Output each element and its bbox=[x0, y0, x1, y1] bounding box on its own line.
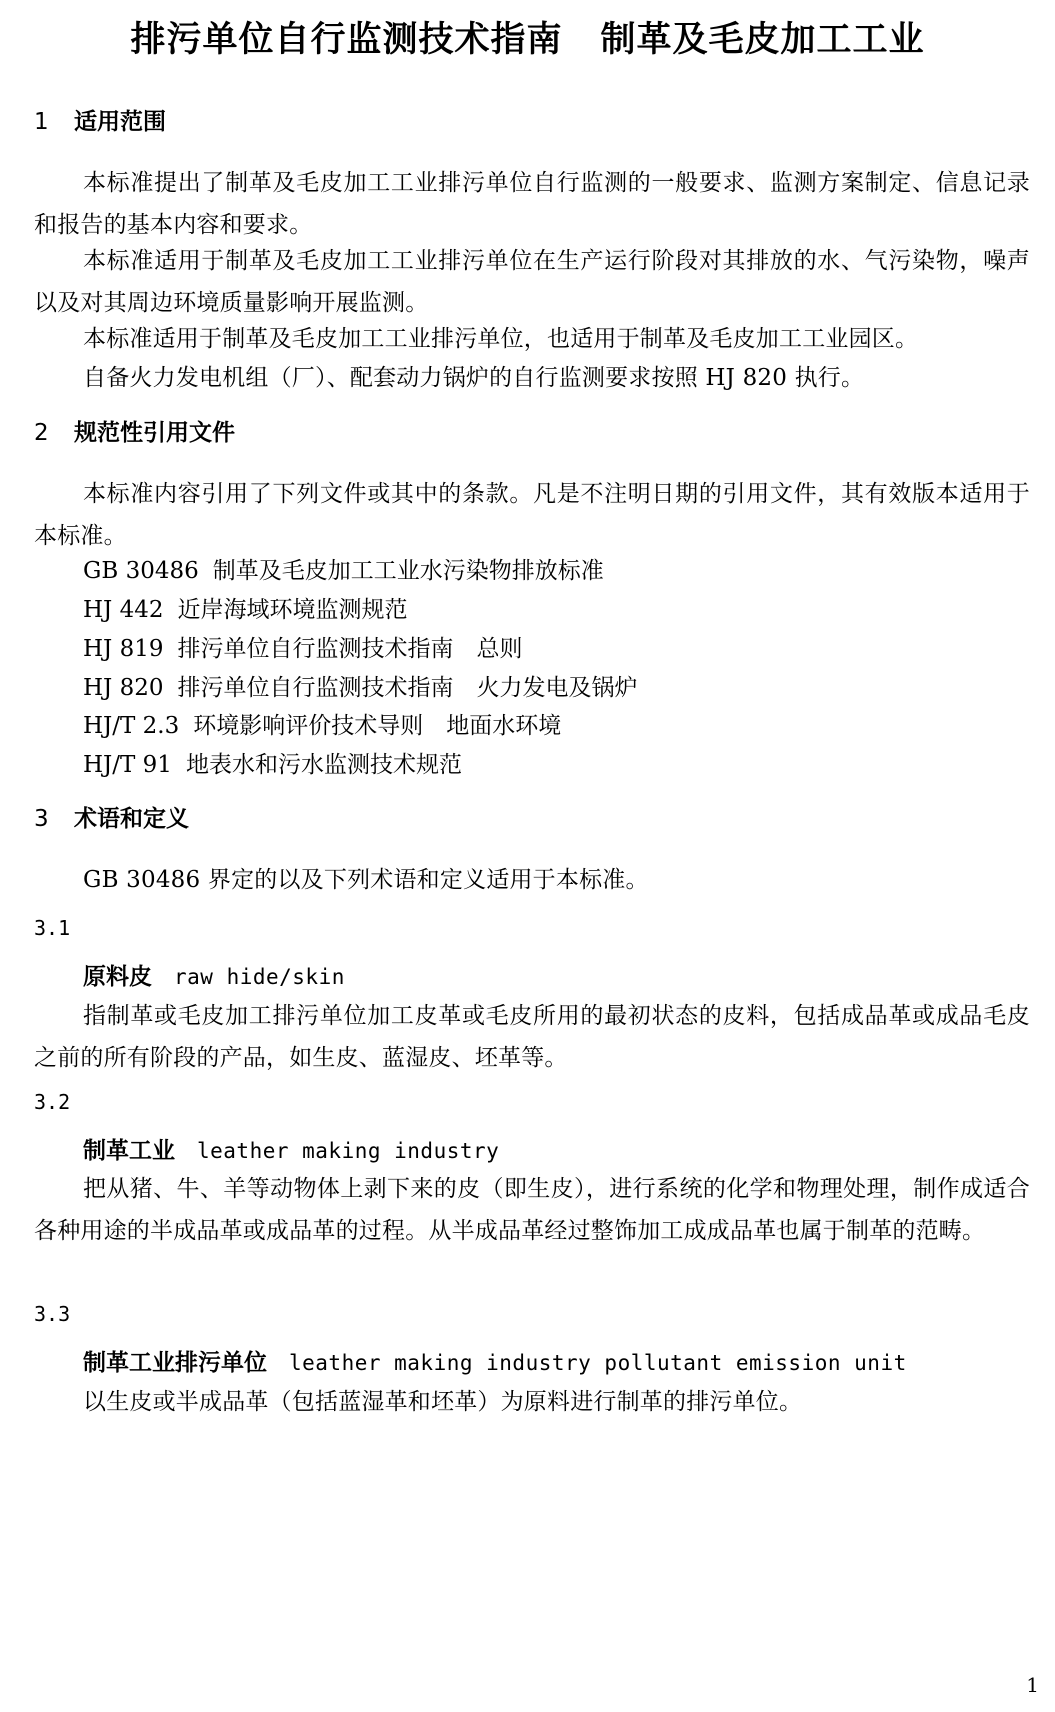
clause-number: 3.2 bbox=[34, 1090, 71, 1114]
section-title: 规范性引用文件 bbox=[74, 420, 235, 446]
reference-item bbox=[83, 667, 638, 709]
section-title: 适用范围 bbox=[74, 109, 166, 135]
term-title bbox=[83, 957, 345, 997]
section-3-paragraph-1: GB 30486 界定的以及下列术语和定义适用于本标准。 bbox=[83, 867, 649, 893]
reference-code: HJ/T 2.3 bbox=[83, 713, 180, 739]
reference-item bbox=[83, 705, 561, 747]
section-1-paragraph-4: 自备火力发电机组（厂）、配套动力锅炉的自行监测要求按照 HJ 820 执行。 bbox=[83, 365, 865, 391]
term-title bbox=[83, 1343, 907, 1383]
section-title: 术语和定义 bbox=[74, 806, 189, 832]
section-2-paragraph-1: 本标准内容引用了下列文件或其中的条款。凡是不注明日期的引用文件，其有效版本适用于本标准。 bbox=[34, 481, 1030, 549]
reference-name: 排污单位自行监测技术指南 总则 bbox=[177, 636, 523, 662]
reference-name: 制革及毛皮加工工业水污染物排放标准 bbox=[212, 558, 604, 584]
reference-item bbox=[83, 744, 462, 786]
clause-number: 3.1 bbox=[34, 916, 71, 940]
reference-code: HJ 820 bbox=[83, 675, 164, 701]
reference-item bbox=[83, 589, 408, 631]
title-part-1: 排污单位自行监测技术指南 bbox=[130, 20, 563, 60]
term-definition: 以生皮或半成品革（包括蓝湿革和坯革）为原料进行制革的排污单位。 bbox=[83, 1389, 803, 1415]
reference-name: 环境影响评价技术导则 地面水环境 bbox=[193, 713, 562, 739]
section-1-paragraph-1: 本标准提出了制革及毛皮加工工业排污单位自行监测的一般要求、监测方案制定、信息记录和报告的基本内容和要求。 bbox=[34, 170, 1030, 238]
title-part-2: 制革及毛皮加工工业 bbox=[600, 20, 925, 60]
section-number: 2 bbox=[34, 420, 49, 446]
clause-number: 3.3 bbox=[34, 1302, 71, 1326]
term-english: raw hide/skin bbox=[174, 965, 345, 989]
term-definition: 把从猪、牛、羊等动物体上剥下来的皮（即生皮），进行系统的化学和物理处理，制作成适合各种用途的半成品革或成品革的过程。从半成品革经过整饰加工成成品革也属于制革的范畴。 bbox=[34, 1176, 1030, 1244]
term-definition: 指制革或毛皮加工排污单位加工皮革或毛皮所用的最初状态的皮料，包括成品革或成品毛皮之前的所有阶段的产品，如生皮、蓝湿皮、坯革等。 bbox=[34, 1003, 1030, 1071]
term-chinese: 制革工业排污单位 bbox=[83, 1350, 267, 1376]
reference-item bbox=[83, 628, 523, 670]
section-2-heading bbox=[34, 417, 235, 449]
term-chinese: 制革工业 bbox=[83, 1138, 175, 1164]
term-english: leather making industry pollutant emission unit bbox=[289, 1351, 907, 1375]
reference-code: GB 30486 bbox=[83, 558, 199, 584]
reference-name: 排污单位自行监测技术指南 火力发电及锅炉 bbox=[177, 675, 638, 701]
section-number: 1 bbox=[34, 109, 49, 135]
term-chinese: 原料皮 bbox=[83, 964, 152, 990]
reference-code: HJ 442 bbox=[83, 597, 164, 623]
section-number: 3 bbox=[34, 806, 49, 832]
section-1-paragraph-3: 本标准适用于制革及毛皮加工工业排污单位，也适用于制革及毛皮加工工业园区。 bbox=[83, 326, 919, 352]
reference-name: 近岸海域环境监测规范 bbox=[177, 597, 408, 623]
reference-item bbox=[83, 550, 604, 592]
section-1-paragraph-2: 本标准适用于制革及毛皮加工工业排污单位在生产运行阶段对其排放的水、气污染物，噪声以及对其周边环境质量影响开展监测。 bbox=[34, 248, 1030, 316]
reference-code: HJ/T 91 bbox=[83, 752, 172, 778]
section-3-heading bbox=[34, 803, 189, 835]
reference-name: 地表水和污水监测技术规范 bbox=[185, 752, 462, 778]
term-english: leather making industry bbox=[197, 1139, 500, 1163]
reference-code: HJ 819 bbox=[83, 636, 164, 662]
document-title bbox=[0, 14, 1055, 66]
page-number: 1 bbox=[1026, 1673, 1039, 1697]
term-title bbox=[83, 1131, 499, 1171]
section-1-heading bbox=[34, 106, 166, 138]
